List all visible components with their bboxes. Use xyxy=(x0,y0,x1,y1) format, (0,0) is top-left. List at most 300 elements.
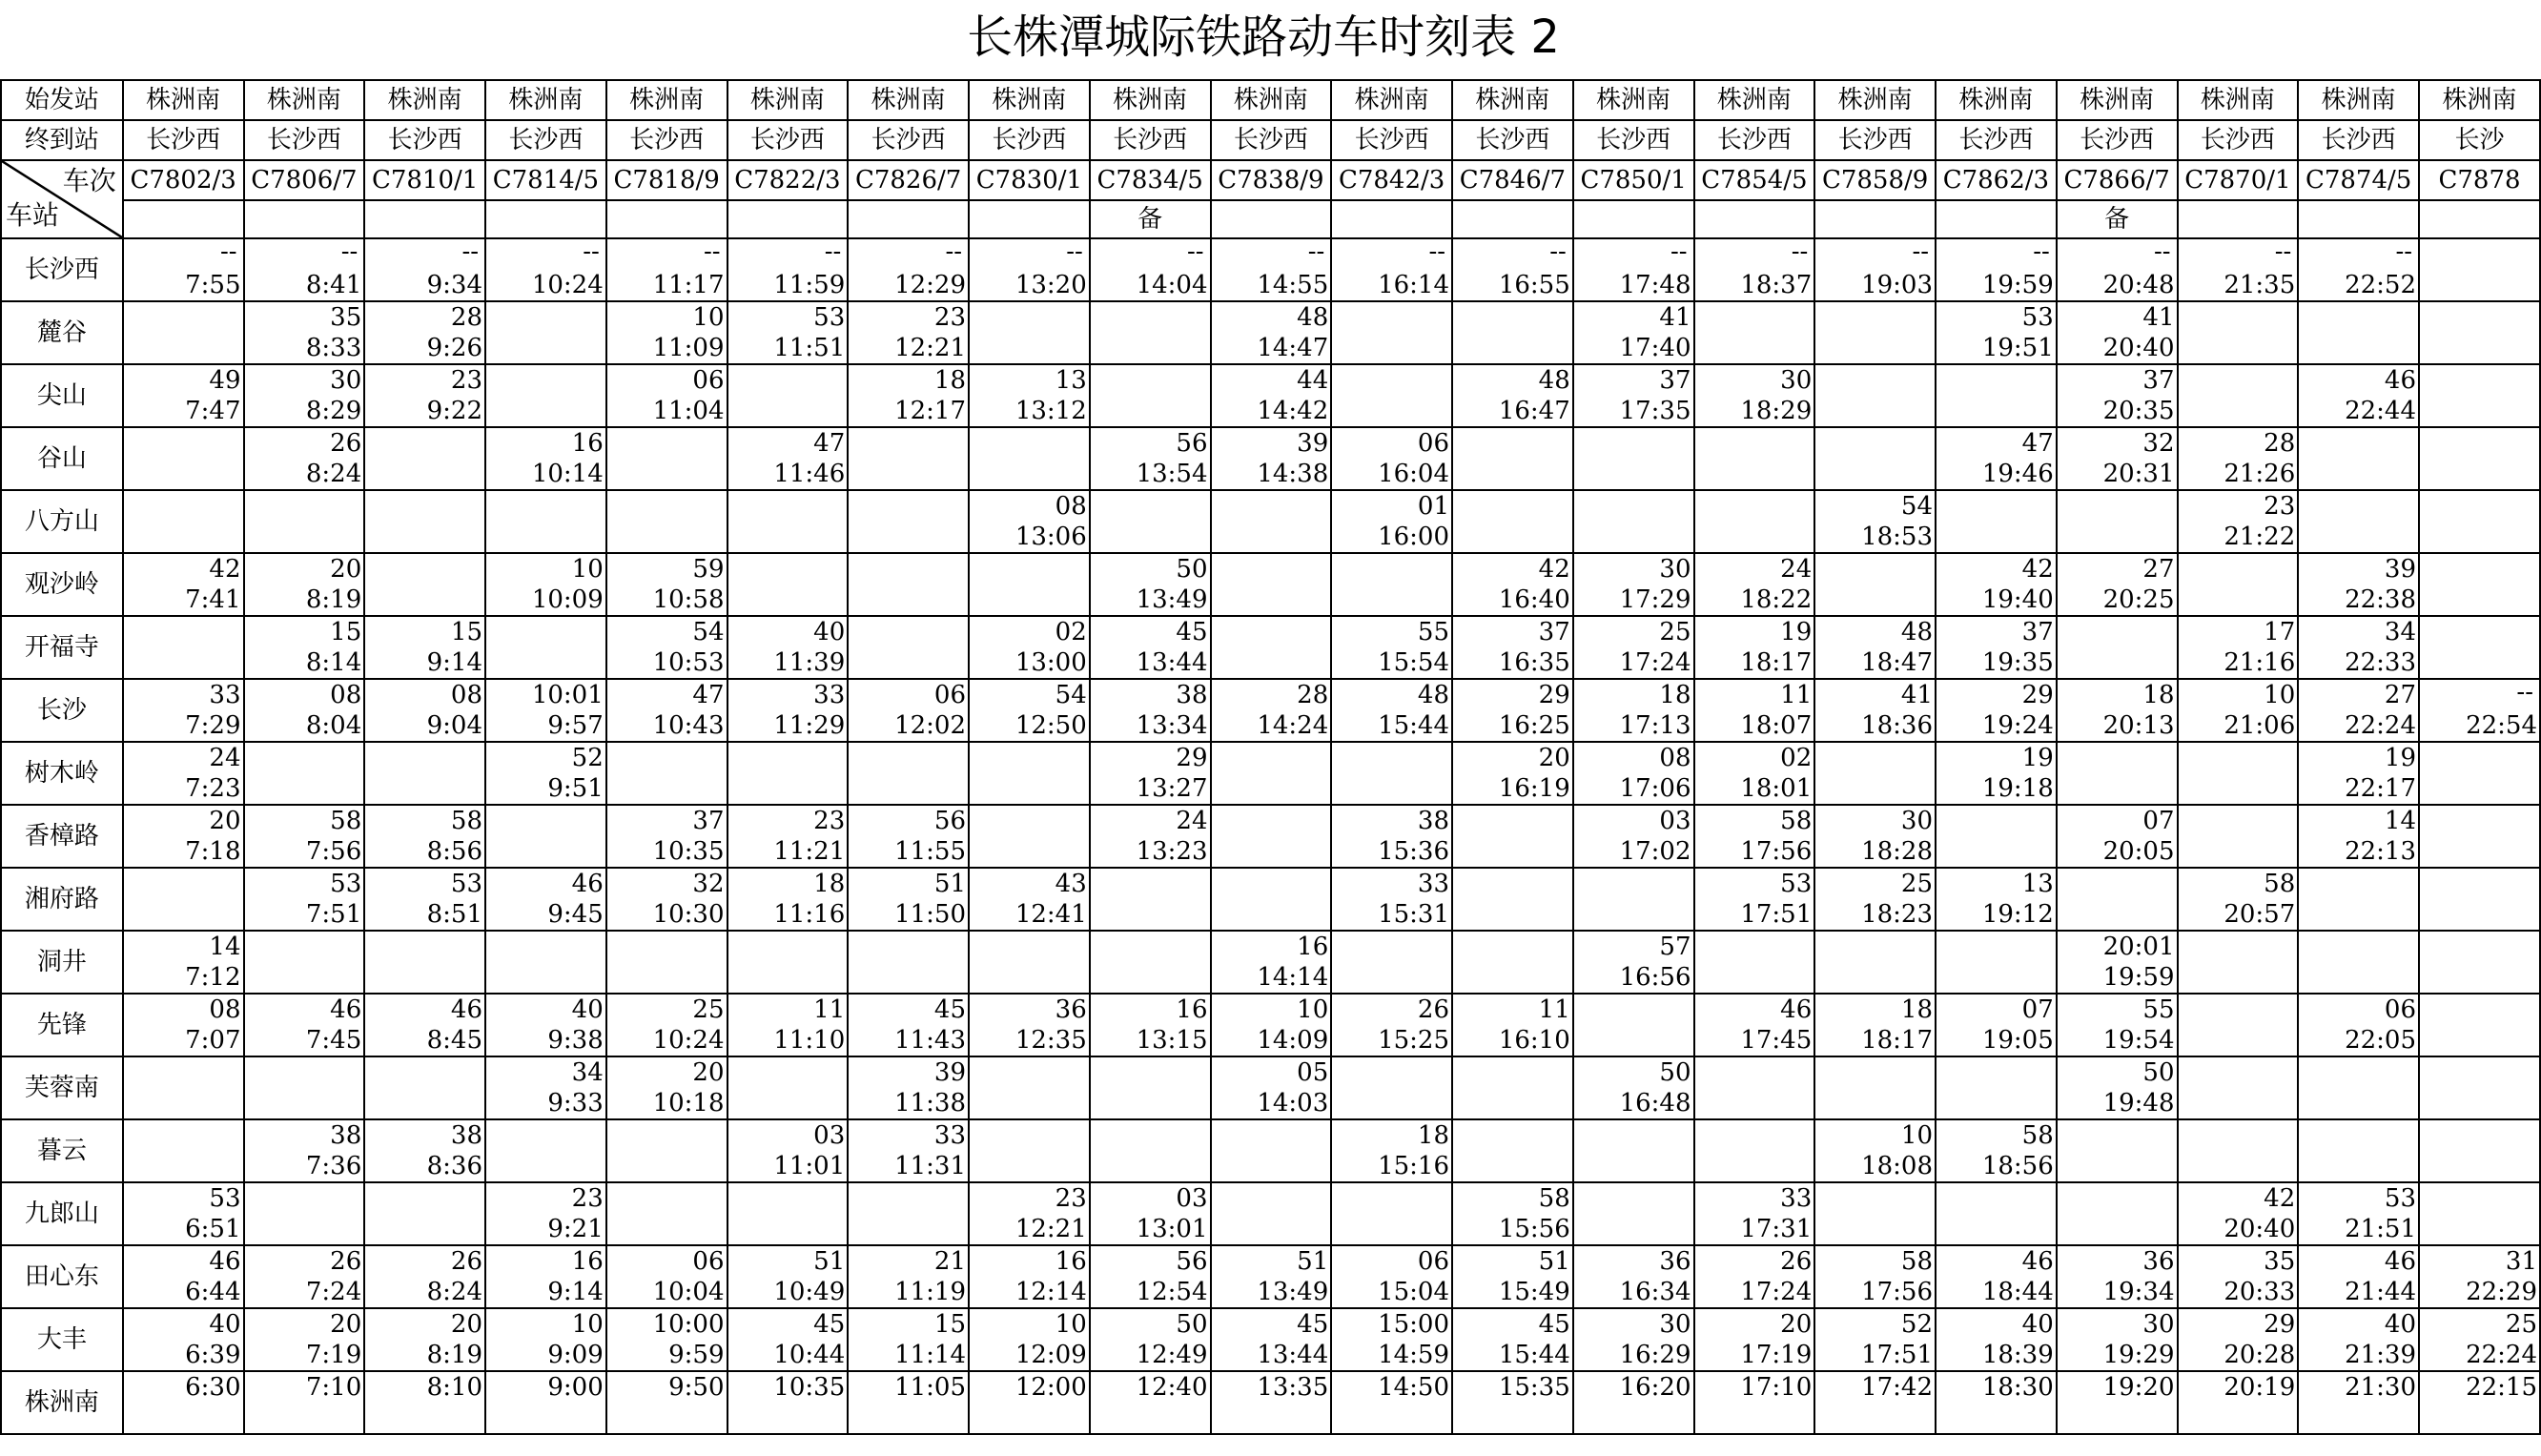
departure-time: 6:39 xyxy=(185,1341,241,1369)
departure-time: 14:59 xyxy=(1378,1341,1450,1369)
time-cell xyxy=(1331,1119,1452,1182)
arrival-time: 16 xyxy=(1297,933,1329,961)
departure-time: 12:21 xyxy=(894,334,967,362)
time-cell xyxy=(364,1371,485,1434)
departure-time: 17:40 xyxy=(1619,334,1691,362)
origin-cell: 株洲南 xyxy=(969,80,1090,120)
time-cell xyxy=(2298,868,2419,931)
time-cell xyxy=(2057,1245,2178,1308)
time-cell xyxy=(1936,742,2057,805)
arrival-time: 53 xyxy=(2021,303,2054,332)
origin-dash: -- xyxy=(1912,237,1930,266)
time-cell xyxy=(244,301,365,364)
arrival-time: 47 xyxy=(692,681,725,709)
time-cell xyxy=(1814,364,1936,427)
time-cell xyxy=(2298,1119,2419,1182)
departure-time: 6:30 xyxy=(185,1373,241,1402)
arrival-time: 43 xyxy=(1055,870,1087,898)
destination-cell: 长沙西 xyxy=(606,120,727,160)
departure-time: 19:05 xyxy=(1981,1026,2054,1055)
time-cell xyxy=(485,805,606,868)
time-cell xyxy=(364,553,485,616)
time-cell xyxy=(1694,1245,1815,1308)
departure-time: 18:23 xyxy=(1861,900,1934,929)
time-cell xyxy=(1694,805,1815,868)
arrival-time: 39 xyxy=(2384,555,2417,584)
origin-dash: -- xyxy=(1186,237,1204,266)
origin-dash: -- xyxy=(1670,237,1688,266)
time-cell xyxy=(1936,1245,2057,1308)
time-cell xyxy=(848,868,969,931)
arrival-time: 46 xyxy=(209,1247,241,1276)
departure-time: 9:51 xyxy=(547,774,604,803)
time-cell xyxy=(2057,364,2178,427)
time-cell xyxy=(485,1245,606,1308)
time-cell xyxy=(1452,1119,1573,1182)
time-cell xyxy=(123,742,244,805)
destination-cell: 长沙 xyxy=(2419,120,2540,160)
departure-time: 11:14 xyxy=(894,1341,967,1369)
time-cell xyxy=(1090,868,1211,931)
arrival-time: 49 xyxy=(209,366,241,395)
station-name: 大丰 xyxy=(1,1308,123,1371)
departure-time: 7:12 xyxy=(185,963,241,992)
arrival-time: 44 xyxy=(1297,366,1329,395)
time-cell xyxy=(1814,742,1936,805)
arrival-time: 37 xyxy=(2021,618,2054,646)
time-cell xyxy=(1573,427,1694,490)
time-cell xyxy=(123,553,244,616)
departure-time: 19:24 xyxy=(1981,711,2054,740)
departure-time: 17:35 xyxy=(1619,397,1691,425)
arrival-time: 19 xyxy=(2384,744,2417,772)
departure-time: 15:35 xyxy=(1498,1373,1570,1402)
arrival-time: 32 xyxy=(2142,429,2175,458)
train-number: C7838/9 xyxy=(1211,160,1332,200)
departure-time: 22:05 xyxy=(2345,1026,2417,1055)
time-cell xyxy=(2419,742,2540,805)
time-cell xyxy=(485,301,606,364)
time-cell xyxy=(244,679,365,742)
time-cell xyxy=(1452,679,1573,742)
time-cell xyxy=(969,427,1090,490)
time-cell xyxy=(1694,1308,1815,1371)
destination-cell: 长沙西 xyxy=(2298,120,2419,160)
departure-time: 16:20 xyxy=(1619,1373,1691,1402)
arrival-time: 27 xyxy=(2384,681,2417,709)
arrival-time: 20 xyxy=(450,1310,483,1339)
departure-time: 16:47 xyxy=(1498,397,1570,425)
arrival-time: 48 xyxy=(1417,681,1450,709)
departure-time: 13:44 xyxy=(1136,648,1208,677)
train-note xyxy=(606,200,727,238)
time-cell xyxy=(727,553,849,616)
arrival-time: 51 xyxy=(1538,1247,1570,1276)
arrival-time: 03 xyxy=(1659,807,1691,835)
station-name: 香樟路 xyxy=(1,805,123,868)
time-cell xyxy=(2419,364,2540,427)
departure-time: 11:17 xyxy=(652,271,725,299)
time-cell xyxy=(1211,1056,1332,1119)
time-cell xyxy=(848,805,969,868)
departure-time: 16:00 xyxy=(1378,523,1450,551)
time-cell xyxy=(848,490,969,553)
arrival-time: 41 xyxy=(1900,681,1934,709)
departure-time: 18:08 xyxy=(1861,1152,1934,1180)
time-cell xyxy=(969,994,1090,1056)
time-cell xyxy=(1573,994,1694,1056)
time-cell xyxy=(2298,616,2419,679)
time-cell xyxy=(1573,553,1694,616)
departure-time: 8:24 xyxy=(426,1278,483,1306)
departure-time: 19:29 xyxy=(2102,1341,2175,1369)
station-row xyxy=(1,490,2540,553)
departure-time: 13:20 xyxy=(1014,271,1087,299)
time-cell xyxy=(2057,427,2178,490)
time-cell xyxy=(969,1245,1090,1308)
arrival-time: 10 xyxy=(571,1310,604,1339)
time-cell xyxy=(1211,553,1332,616)
departure-time: 9:34 xyxy=(426,271,483,299)
destination-cell: 长沙西 xyxy=(2057,120,2178,160)
arrival-time: 23 xyxy=(2264,492,2296,521)
departure-time: 20:35 xyxy=(2102,397,2175,425)
arrival-time: 42 xyxy=(2021,555,2054,584)
departure-time: 18:36 xyxy=(1861,711,1934,740)
time-cell xyxy=(1573,364,1694,427)
time-cell xyxy=(1694,427,1815,490)
arrival-time: 40 xyxy=(813,618,846,646)
station-name: 麓谷 xyxy=(1,301,123,364)
time-cell xyxy=(364,364,485,427)
time-cell xyxy=(1452,742,1573,805)
arrival-time: 55 xyxy=(1417,618,1450,646)
train-number: C7810/1 xyxy=(364,160,485,200)
arrival-time: 36 xyxy=(2142,1247,2175,1276)
origin-cell: 株洲南 xyxy=(2419,80,2540,120)
time-cell xyxy=(2298,994,2419,1056)
departure-time: 20:57 xyxy=(2223,900,2296,929)
time-cell xyxy=(1936,1119,2057,1182)
arrival-time: 20 xyxy=(1538,744,1570,772)
time-cell xyxy=(848,364,969,427)
arrival-time: 24 xyxy=(209,744,241,772)
time-cell xyxy=(1331,868,1452,931)
station-name: 株洲南 xyxy=(1,1371,123,1434)
time-cell xyxy=(606,616,727,679)
time-cell xyxy=(123,805,244,868)
departure-time: 17:06 xyxy=(1619,774,1691,803)
departure-time: 16:29 xyxy=(1619,1341,1691,1369)
station-name: 暮云 xyxy=(1,1119,123,1182)
time-cell xyxy=(1814,994,1936,1056)
arrival-time: 35 xyxy=(2264,1247,2296,1276)
train-number: C7830/1 xyxy=(969,160,1090,200)
departure-time: 10:24 xyxy=(531,271,604,299)
time-cell xyxy=(606,1182,727,1245)
departure-time: 8:19 xyxy=(426,1341,483,1369)
origin-cell: 株洲南 xyxy=(2057,80,2178,120)
time-cell xyxy=(606,238,727,301)
arrival-time: 25 xyxy=(692,995,725,1024)
time-cell xyxy=(2178,1182,2299,1245)
time-cell xyxy=(364,679,485,742)
time-cell xyxy=(969,805,1090,868)
train-note xyxy=(1573,200,1694,238)
arrival-time: 33 xyxy=(813,681,846,709)
time-cell xyxy=(2419,490,2540,553)
time-cell xyxy=(1331,364,1452,427)
departure-time: 9:45 xyxy=(547,900,604,929)
departure-time: 13:01 xyxy=(1136,1215,1208,1243)
arrival-time: 29 xyxy=(1538,681,1570,709)
station-row xyxy=(1,931,2540,994)
time-cell xyxy=(244,616,365,679)
departure-time: 20:40 xyxy=(2223,1215,2296,1243)
time-cell xyxy=(1936,868,2057,931)
arrival-time: 23 xyxy=(571,1184,604,1213)
time-cell xyxy=(1090,427,1211,490)
arrival-time: 25 xyxy=(1900,870,1934,898)
time-cell xyxy=(727,742,849,805)
departure-time: 18:07 xyxy=(1740,711,1813,740)
time-cell xyxy=(1573,1371,1694,1434)
time-cell xyxy=(364,742,485,805)
time-cell xyxy=(244,1119,365,1182)
departure-time: 21:26 xyxy=(2223,460,2296,488)
time-cell xyxy=(485,553,606,616)
train-number: C7870/1 xyxy=(2178,160,2299,200)
time-cell xyxy=(606,1245,727,1308)
arrival-time: 32 xyxy=(692,870,725,898)
departure-time: 9:33 xyxy=(547,1089,604,1118)
origin-dash: -- xyxy=(2153,237,2171,266)
time-cell xyxy=(1211,490,1332,553)
departure-time: 20:13 xyxy=(2102,711,2175,740)
train-number: C7842/3 xyxy=(1331,160,1452,200)
time-cell xyxy=(1573,1245,1694,1308)
arrival-time: 24 xyxy=(1780,555,1813,584)
time-cell xyxy=(1090,1245,1211,1308)
time-cell xyxy=(1573,1056,1694,1119)
time-cell xyxy=(727,1182,849,1245)
arrival-time: 34 xyxy=(571,1058,604,1087)
time-cell xyxy=(1211,427,1332,490)
train-note xyxy=(848,200,969,238)
departure-time: 14:47 xyxy=(1257,334,1329,362)
train-number: C7806/7 xyxy=(244,160,365,200)
arrival-time: 19 xyxy=(2021,744,2054,772)
time-cell xyxy=(244,994,365,1056)
time-cell xyxy=(244,490,365,553)
departure-time: 22:44 xyxy=(2345,397,2417,425)
departure-time: 15:25 xyxy=(1378,1026,1450,1055)
departure-time: 7:23 xyxy=(185,774,241,803)
time-cell xyxy=(2057,1182,2178,1245)
time-cell xyxy=(2178,931,2299,994)
origin-cell: 株洲南 xyxy=(1936,80,2057,120)
time-cell xyxy=(1090,679,1211,742)
origin-cell: 株洲南 xyxy=(123,80,244,120)
departure-time: 17:31 xyxy=(1740,1215,1813,1243)
arrival-time: 54 xyxy=(1055,681,1087,709)
departure-time: 19:40 xyxy=(1981,585,2054,614)
departure-time: 22:52 xyxy=(2345,271,2417,299)
time-cell xyxy=(1936,616,2057,679)
origin-cell: 株洲南 xyxy=(1211,80,1332,120)
arrival-time: 37 xyxy=(2142,366,2175,395)
origin-dash: -- xyxy=(1307,237,1325,266)
time-cell xyxy=(848,994,969,1056)
station-name: 观沙岭 xyxy=(1,553,123,616)
time-cell xyxy=(1090,553,1211,616)
time-cell xyxy=(2298,1182,2419,1245)
departure-time: 16:48 xyxy=(1619,1089,1691,1118)
train-number: C7818/9 xyxy=(606,160,727,200)
arrival-time: 23 xyxy=(813,807,846,835)
arrival-time: 55 xyxy=(2142,995,2175,1024)
departure-time: 7:24 xyxy=(305,1278,362,1306)
time-cell xyxy=(2419,1371,2540,1434)
time-cell xyxy=(848,679,969,742)
departure-time: 16:56 xyxy=(1619,963,1691,992)
time-cell xyxy=(1814,679,1936,742)
departure-time: 13:54 xyxy=(1136,460,1208,488)
origin-cell: 株洲南 xyxy=(848,80,969,120)
arrival-time: 10 xyxy=(1900,1121,1934,1150)
time-cell xyxy=(364,868,485,931)
departure-time: 9:00 xyxy=(547,1373,604,1402)
departure-time: 12:29 xyxy=(894,271,967,299)
time-cell xyxy=(1573,868,1694,931)
departure-time: 11:50 xyxy=(894,900,967,929)
arrival-time: 30 xyxy=(330,366,362,395)
arrival-time: 33 xyxy=(1780,1184,1813,1213)
arrival-time: 45 xyxy=(1297,1310,1329,1339)
departure-time: 22:17 xyxy=(2345,774,2417,803)
departure-time: 8:24 xyxy=(305,460,362,488)
departure-time: 10:58 xyxy=(652,585,725,614)
departure-time: 13:23 xyxy=(1136,837,1208,866)
origin-dash: -- xyxy=(583,237,600,266)
departure-time: 7:19 xyxy=(305,1341,362,1369)
arrival-time: 58 xyxy=(1538,1184,1570,1213)
departure-time: 7:18 xyxy=(185,837,241,866)
origin-dash: -- xyxy=(945,237,963,266)
train-note xyxy=(123,200,244,238)
time-cell xyxy=(2419,679,2540,742)
arrival-time: 28 xyxy=(450,303,483,332)
time-cell xyxy=(1694,301,1815,364)
time-cell xyxy=(2298,238,2419,301)
time-cell xyxy=(1573,1182,1694,1245)
station-name: 谷山 xyxy=(1,427,123,490)
departure-time: 11:43 xyxy=(894,1026,967,1055)
arrival-time: 58 xyxy=(1780,807,1813,835)
station-name: 九郎山 xyxy=(1,1182,123,1245)
time-cell xyxy=(1090,994,1211,1056)
time-cell xyxy=(1331,679,1452,742)
time-cell xyxy=(1331,553,1452,616)
departure-time: 17:51 xyxy=(1861,1341,1934,1369)
arrival-time: 08 xyxy=(450,681,483,709)
destination-cell: 长沙西 xyxy=(848,120,969,160)
time-cell xyxy=(2178,301,2299,364)
arrival-time: 06 xyxy=(2384,995,2417,1024)
origin-cell: 株洲南 xyxy=(1694,80,1815,120)
time-cell xyxy=(2178,553,2299,616)
station-row xyxy=(1,238,2540,301)
time-cell xyxy=(1573,301,1694,364)
station-row xyxy=(1,1119,2540,1182)
destination-cell: 长沙西 xyxy=(1573,120,1694,160)
departure-time: 10:49 xyxy=(773,1278,846,1306)
arrival-time: 16 xyxy=(571,1247,604,1276)
train-note xyxy=(485,200,606,238)
time-cell xyxy=(1331,301,1452,364)
origin-label: 始发站 xyxy=(1,80,123,120)
departure-time: 22:15 xyxy=(2466,1373,2537,1402)
arrival-time: 42 xyxy=(2264,1184,2296,1213)
origin-cell: 株洲南 xyxy=(1452,80,1573,120)
departure-time: 11:38 xyxy=(894,1089,967,1118)
departure-time: 18:53 xyxy=(1861,523,1934,551)
departure-time: 9:09 xyxy=(547,1341,604,1369)
arrival-time: 40 xyxy=(209,1310,241,1339)
arrival-time: 35 xyxy=(330,303,362,332)
time-cell xyxy=(2419,1182,2540,1245)
train-note xyxy=(1331,200,1452,238)
time-cell xyxy=(1694,238,1815,301)
departure-time: 10:35 xyxy=(652,837,725,866)
time-cell xyxy=(1211,679,1332,742)
time-cell xyxy=(1211,805,1332,868)
time-cell xyxy=(364,238,485,301)
time-cell xyxy=(1331,238,1452,301)
departure-time: 11:16 xyxy=(773,900,846,929)
departure-time: 16:40 xyxy=(1498,585,1570,614)
time-cell xyxy=(485,427,606,490)
arrival-time: 10 xyxy=(2264,681,2296,709)
time-cell xyxy=(2178,490,2299,553)
departure-time: 15:49 xyxy=(1498,1278,1570,1306)
time-cell xyxy=(485,490,606,553)
arrival-time: 03 xyxy=(1176,1184,1208,1213)
origin-row xyxy=(1,80,2540,120)
time-cell xyxy=(1694,364,1815,427)
time-cell xyxy=(1814,1245,1936,1308)
arrival-time: 46 xyxy=(2384,1247,2417,1276)
time-cell xyxy=(364,1182,485,1245)
destination-cell: 长沙西 xyxy=(1331,120,1452,160)
departure-time: 17:24 xyxy=(1740,1278,1813,1306)
time-cell xyxy=(123,868,244,931)
time-cell xyxy=(1331,1371,1452,1434)
departure-time: 12:02 xyxy=(894,711,967,740)
arrival-time: 45 xyxy=(813,1310,846,1339)
arrival-time: 39 xyxy=(933,1058,967,1087)
destination-label: 终到站 xyxy=(1,120,123,160)
arrival-time: 53 xyxy=(450,870,483,898)
time-cell xyxy=(364,1308,485,1371)
departure-time: 18:28 xyxy=(1861,837,1934,866)
departure-time: 19:46 xyxy=(1981,460,2054,488)
time-cell xyxy=(485,679,606,742)
departure-time: 17:56 xyxy=(1861,1278,1934,1306)
origin-dash: -- xyxy=(340,237,359,266)
time-cell xyxy=(2057,1308,2178,1371)
arrival-time: 51 xyxy=(813,1247,846,1276)
